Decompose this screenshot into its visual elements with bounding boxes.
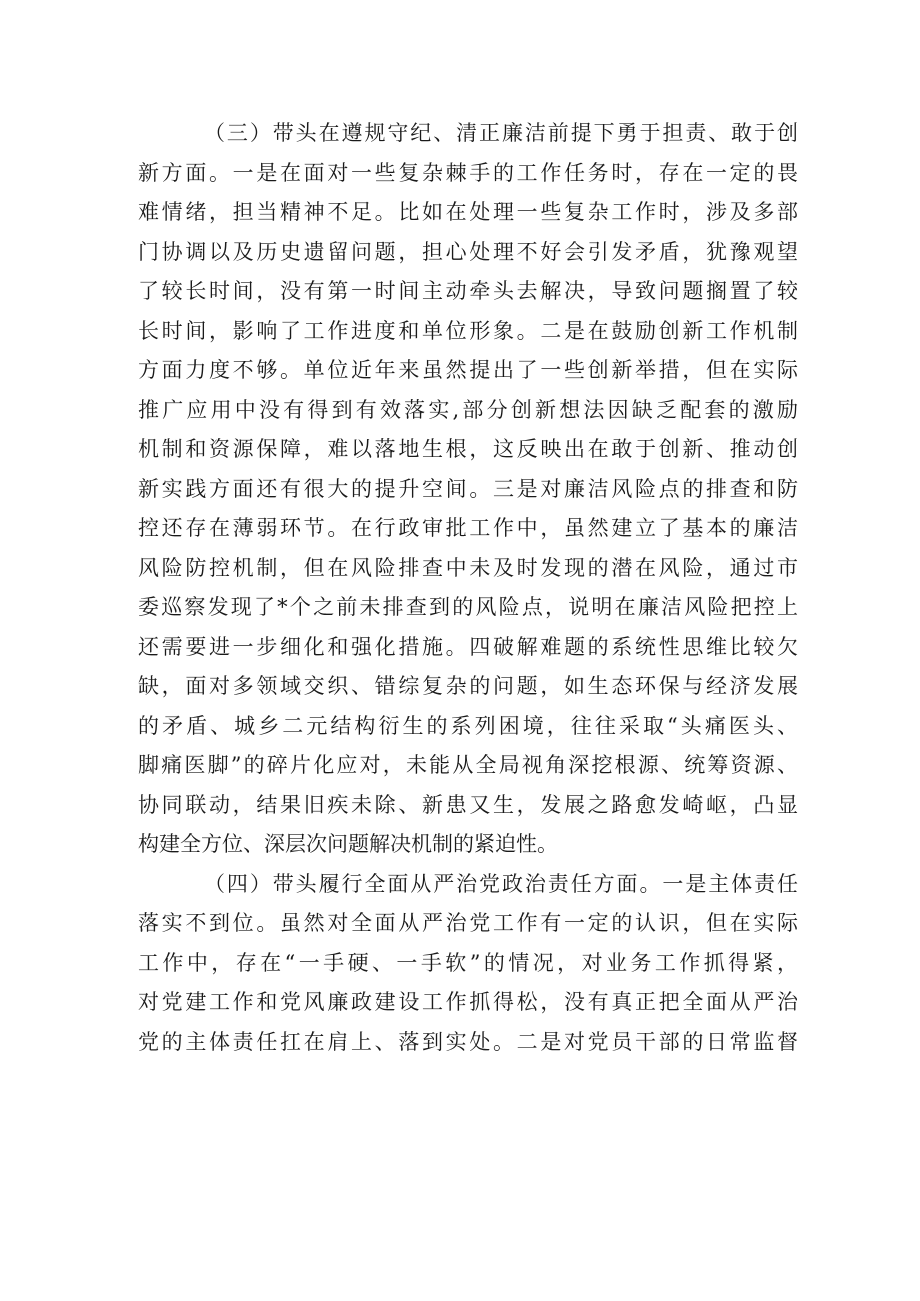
text-line: 委巡察发现了*个之前未排查到的风险点，说明在廉洁风险把控上 [138, 595, 798, 619]
text-line: 长时间，影响了工作进度和单位形象。二是在鼓励创新工作机制 [138, 318, 798, 343]
body-text [138, 114, 798, 1062]
text-line: （四）带头履行全面从严治党政治责任方面。一是主体责任 [204, 871, 798, 896]
text-line: 难情绪，担当精神不足。比如在处理一些复杂工作时，涉及多部 [138, 200, 798, 224]
text-line: 落实不到位。虽然对全面从严治党工作有一定的认识，但在实际 [138, 911, 798, 935]
text-line: 了较长时间，没有第一时间主动牵头去解决，导致问题搁置了较 [138, 279, 798, 303]
text-line: 协同联动，结果旧疾未除、新患又生，发展之路愈发崎岖，凸显 [138, 792, 798, 817]
text-line: 推广应用中没有得到有效落实,部分创新想法因缺乏配套的激励 [138, 397, 798, 422]
text-line: 脚痛医脚”的碎片化应对，未能从全局视角深挖根源、统筹资源、 [138, 753, 798, 777]
text-line: 方面力度不够。单位近年来虽然提出了一些创新举措，但在实际 [138, 358, 798, 382]
text-line: 新实践方面还有很大的提升空间。三是对廉洁风险点的排查和防 [138, 476, 798, 501]
text-line: 对党建工作和党风廉政建设工作抓得松，没有真正把全面从严治 [138, 990, 798, 1014]
paragraph-3 [138, 114, 798, 865]
text-line: 缺，面对多领域交织、错综复杂的问题，如生态环保与经济发展 [138, 674, 798, 698]
text-line: 机制和资源保障，难以落地生根，这反映出在敢于创新、推动创 [138, 437, 798, 461]
text-line: 新方面。一是在面对一些复杂棘手的工作任务时，存在一定的畏 [138, 160, 798, 185]
text-line: 还需要进一步细化和强化措施。四破解难题的系统性思维比较欠 [138, 634, 798, 659]
text-line: 门协调以及历史遗留问题，担心处理不好会引发矛盾，犹豫观望 [138, 239, 798, 264]
text-line: 控还存在薄弱环节。在行政审批工作中，虽然建立了基本的廉洁 [138, 516, 798, 540]
paragraph-4 [138, 865, 798, 1063]
text-line: 的矛盾、城乡二元结构衍生的系列困境，往往采取“头痛医头、 [138, 713, 798, 738]
text-line: 风险防控机制，但在风险排查中未及时发现的潜在风险，通过市 [138, 555, 798, 580]
text-line: 工作中，存在“一手硬、一手软”的情况，对业务工作抓得紧， [138, 950, 798, 975]
text-line: 党的主体责任扛在肩上、落到实处。二是对党员干部的日常监督 [138, 1029, 798, 1054]
text-line: （三）带头在遵规守纪、清正廉洁前提下勇于担责、敢于创 [204, 121, 798, 145]
text-line: 构建全方位、深层次问题解决机制的紧迫性。 [138, 832, 558, 856]
